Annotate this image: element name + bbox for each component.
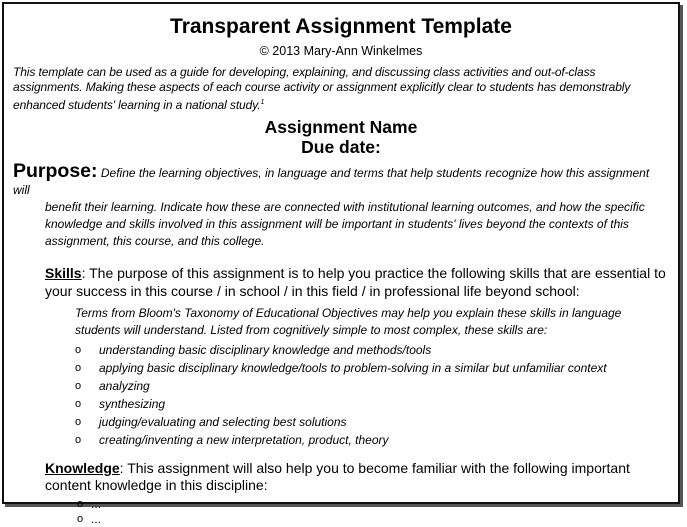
list-item <box>75 395 678 413</box>
copyright-line: © 2013 Mary-Ann Winkelmes <box>259 44 423 58</box>
list-item <box>75 341 678 359</box>
knowledge-text: This assignment will also help you to become familiar with the following important content knowledge in this discipline: <box>45 460 630 493</box>
intro-paragraph <box>13 65 668 113</box>
purpose-rest: benefit their learning. Indicate how these are connected with institutional learning outcomes, and how the specific knowledge and skills involved in this assignment will be important in students' lives beyond the contexts of this assignment, this course, and this college. <box>45 200 645 248</box>
skill-item-text: analyzing <box>99 379 150 393</box>
skills-section <box>45 264 668 300</box>
list-item <box>75 431 678 449</box>
list-item <box>75 377 678 395</box>
knowledge-item-text: ... <box>91 512 102 526</box>
skill-item-text: applying basic disciplinary knowledge/tools to problem-solving in a similar but unfamiliar context <box>99 361 607 375</box>
due-date-heading: Due date: <box>301 137 381 157</box>
bullet-marker: o <box>75 416 82 428</box>
knowledge-section <box>45 460 668 494</box>
document-page <box>2 2 680 526</box>
footnote-marker: 1 <box>260 99 265 106</box>
bullet-marker: o <box>75 344 82 356</box>
skills-text: The purpose of this assignment is to help you practice the following skills that are essential to your success in this course / in school / in this field / in professional life beyond school: <box>45 265 666 299</box>
knowledge-list <box>77 497 678 527</box>
list-item <box>75 413 678 431</box>
document-title: Transparent Assignment Template <box>170 15 512 38</box>
knowledge-colon: : <box>119 460 124 476</box>
bullet-marker: o <box>77 513 84 525</box>
bullet-marker: o <box>77 498 84 510</box>
skills-colon: : <box>81 265 86 281</box>
list-item <box>77 497 678 512</box>
bullet-marker: o <box>75 434 82 446</box>
bullet-marker: o <box>75 380 82 392</box>
knowledge-label: Knowledge <box>45 460 120 476</box>
purpose-heading: Purpose: <box>13 160 98 182</box>
list-item <box>77 512 678 527</box>
skill-item-text: understanding basic disciplinary knowledge and methods/tools <box>99 343 432 357</box>
assignment-name-heading: Assignment Name <box>264 117 418 137</box>
skill-item-text: synthesizing <box>99 397 166 411</box>
knowledge-item-text: ... <box>91 497 102 511</box>
skills-label: Skills <box>45 265 82 281</box>
blooms-note: Terms from Bloom's Taxonomy of Educational Objectives may help you explain these skills in language students will understand. Listed from cognitively simple to most complex, these skills are: <box>75 306 622 337</box>
bullet-marker: o <box>75 398 82 410</box>
skill-item-text: judging/evaluating and selecting best solutions <box>99 415 347 429</box>
skill-item-text: creating/inventing a new interpretation, product, theory <box>99 433 389 447</box>
intro-text: This template can be used as a guide for developing, explaining, and discussing class activities and out-of-class assignments. Making these aspects of each course activity or assignment explicitly clear to students has demonstrably enhanced students' learning in a national study. <box>13 65 631 112</box>
purpose-line1: Define the learning objectives, in language and terms that help students recognize how this assignment will <box>13 166 650 197</box>
purpose-section <box>13 160 668 250</box>
list-item <box>75 359 678 377</box>
bullet-marker: o <box>75 362 82 374</box>
skills-list <box>75 341 678 449</box>
